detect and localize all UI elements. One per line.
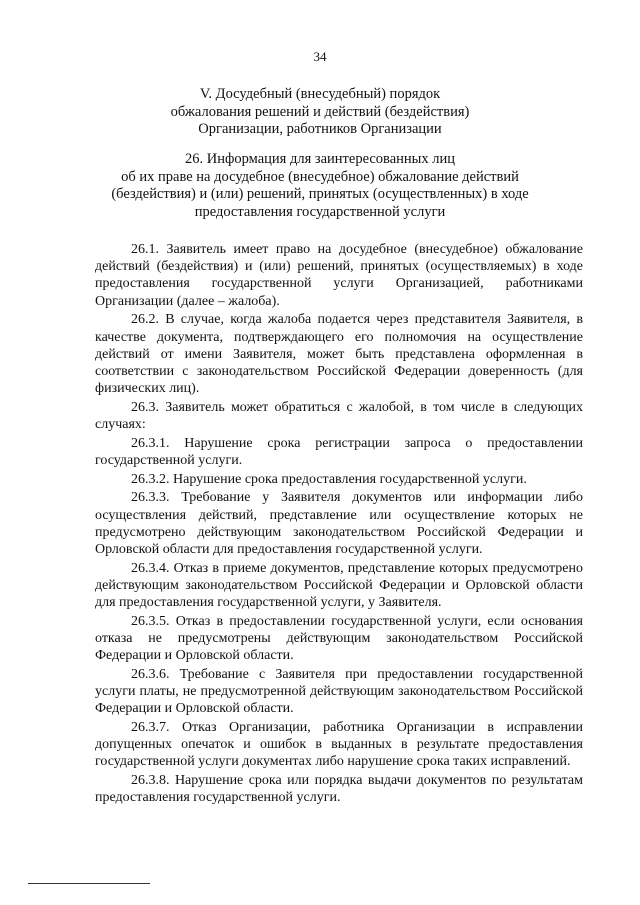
paragraph-26-3-4: 26.3.4. Отказ в приеме документов, представление которых предусмотрено действующим законодательством Российской Федерации и Орловской области для предоставления государственной услуги, у Заявителя.: [95, 560, 583, 611]
subsection-title-line: об их праве на досудебное (внесудебное) обжалование действий: [121, 168, 519, 185]
subsection-title: [90, 151, 550, 221]
section-title: [90, 86, 550, 139]
page-number: 34: [313, 49, 327, 64]
paragraph-26-3-6: 26.3.6. Требование с Заявителя при предоставлении государственной услуги платы, не предусмотренной действующим законодательством Российской Федерации и Орловской области.: [95, 666, 583, 717]
paragraph-26-3-3: 26.3.3. Требование у Заявителя документов или информации либо осуществления действий, представление или осуществление которых не предусмотрено действующим законодательством Российской Федерации и Орловской области для предоставления государственной услуги.: [95, 490, 583, 557]
paragraph-26-3-5: 26.3.5. Отказ в предоставлении государственной услуги, если основания отказа не предусмотрены действующим законодательством Российской Федерации и Орловской области.: [95, 613, 583, 664]
section-title-line: обжалования решений и действий (бездействия): [170, 103, 470, 120]
paragraph-26-3-7: 26.3.7. Отказ Организации, работника Организации в исправлении допущенных опечаток и ошибок в выданных в результате предоставления государственной услуги документах либо нарушение срока таких исправлений.: [95, 719, 583, 770]
paragraph-26-3-2: 26.3.2. Нарушение срока предоставления государственной услуги.: [131, 471, 527, 487]
section-title-line: V. Досудебный (внесудебный) порядок: [199, 86, 441, 102]
section-title-line: Организации, работников Организации: [198, 121, 442, 137]
subsection-title-line: предоставления государственной услуги: [194, 203, 446, 220]
paragraph-26-1: 26.1. Заявитель имеет право на досудебное (внесудебное) обжалование действий (бездействия) и (или) решений, принятых (осуществляемых) в ходе предоставления государственной услуги Организацией, работниками Организации (далее – жалоба).: [95, 242, 583, 309]
paragraph-26-3-1: 26.3.1. Нарушение срока регистрации запроса о предоставлении государственной услуги.: [95, 435, 583, 468]
subsection-title-line: 26. Информация для заинтересованных лиц: [184, 151, 456, 167]
paragraph-26-3-8: 26.3.8. Нарушение срока или порядка выдачи документов по результатам предоставления государственной услуги.: [95, 773, 583, 806]
subsection-title-line: (бездействия) и (или) решений, принятых (осуществленных) в ходе: [111, 186, 529, 202]
document-body: [95, 241, 583, 807]
paragraph-26-3: 26.3. Заявитель может обратиться с жалобой, в том числе в следующих случаях:: [95, 399, 583, 433]
footnote-divider: [28, 883, 150, 884]
paragraph-26-2: 26.2. В случае, когда жалоба подается через представителя Заявителя, в качестве документа, подтверждающего его полномочия на осуществление действий от имени Заявителя, может быть представлена оформленная в соответствии с законодательством Российской Федерации доверенность (для физических лиц).: [95, 312, 583, 397]
